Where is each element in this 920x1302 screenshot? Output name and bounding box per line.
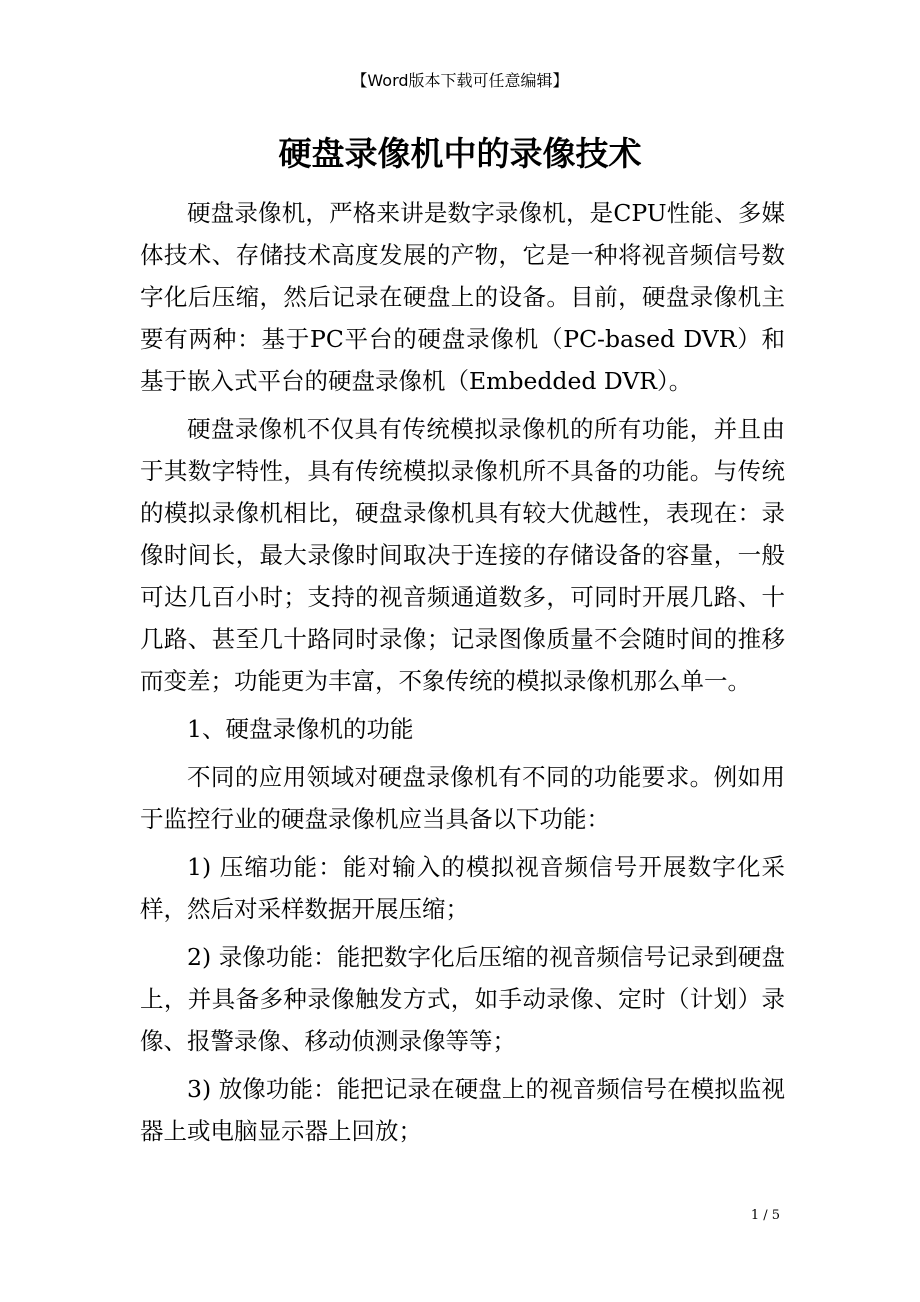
document-body: [140, 192, 785, 1158]
paragraph-requirements: 不同的应用领域对硬盘录像机有不同的功能要求。例如用于监控行业的硬盘录像机应当具备以下功能：: [140, 763, 785, 833]
section-heading-functions: 1、硬盘录像机的功能: [187, 715, 414, 743]
document-title: 硬盘录像机中的录像技术: [278, 134, 642, 173]
paragraph-advantages: 硬盘录像机不仅具有传统模拟录像机的所有功能，并且由于其数字特性，具有传统模拟录像机所不具备的功能。与传统的模拟录像机相比，硬盘录像机具有较大优越性，表现在：录像时间长，最大录像时间取决于连接的存储设备的容量，一般可达几百小时；支持的视音频通道数多，可同时开展几路、十几路、甚至几十路同时录像；记录图像质量不会随时间的推移而变差；功能更为丰富，不象传统的模拟录像机那么单一。: [140, 415, 785, 695]
list-item-playback: 3) 放像功能：能把记录在硬盘上的视音频信号在模拟监视器上或电脑显示器上回放；: [140, 1075, 785, 1145]
page-number: 1 / 5: [750, 1208, 780, 1223]
paragraph-intro: 硬盘录像机，严格来讲是数字录像机，是CPU性能、多媒体技术、存储技术高度发展的产物，它是一种将视音频信号数字化后压缩，然后记录在硬盘上的设备。目前，硬盘录像机主要有两种：基于PC平台的硬盘录像机（PC-based DVR）和基于嵌入式平台的硬盘录像机（Embedded DVR）。: [140, 199, 785, 395]
download-header: 【Word版本下载可任意编辑】: [351, 71, 569, 90]
list-item-compression: 1) 压缩功能：能对输入的模拟视音频信号开展数字化采样，然后对采样数据开展压缩；: [140, 853, 785, 923]
list-item-recording: 2) 录像功能：能把数字化后压缩的视音频信号记录到硬盘上，并具备多种录像触发方式，如手动录像、定时（计划）录像、报警录像、移动侦测录像等等；: [140, 943, 785, 1055]
